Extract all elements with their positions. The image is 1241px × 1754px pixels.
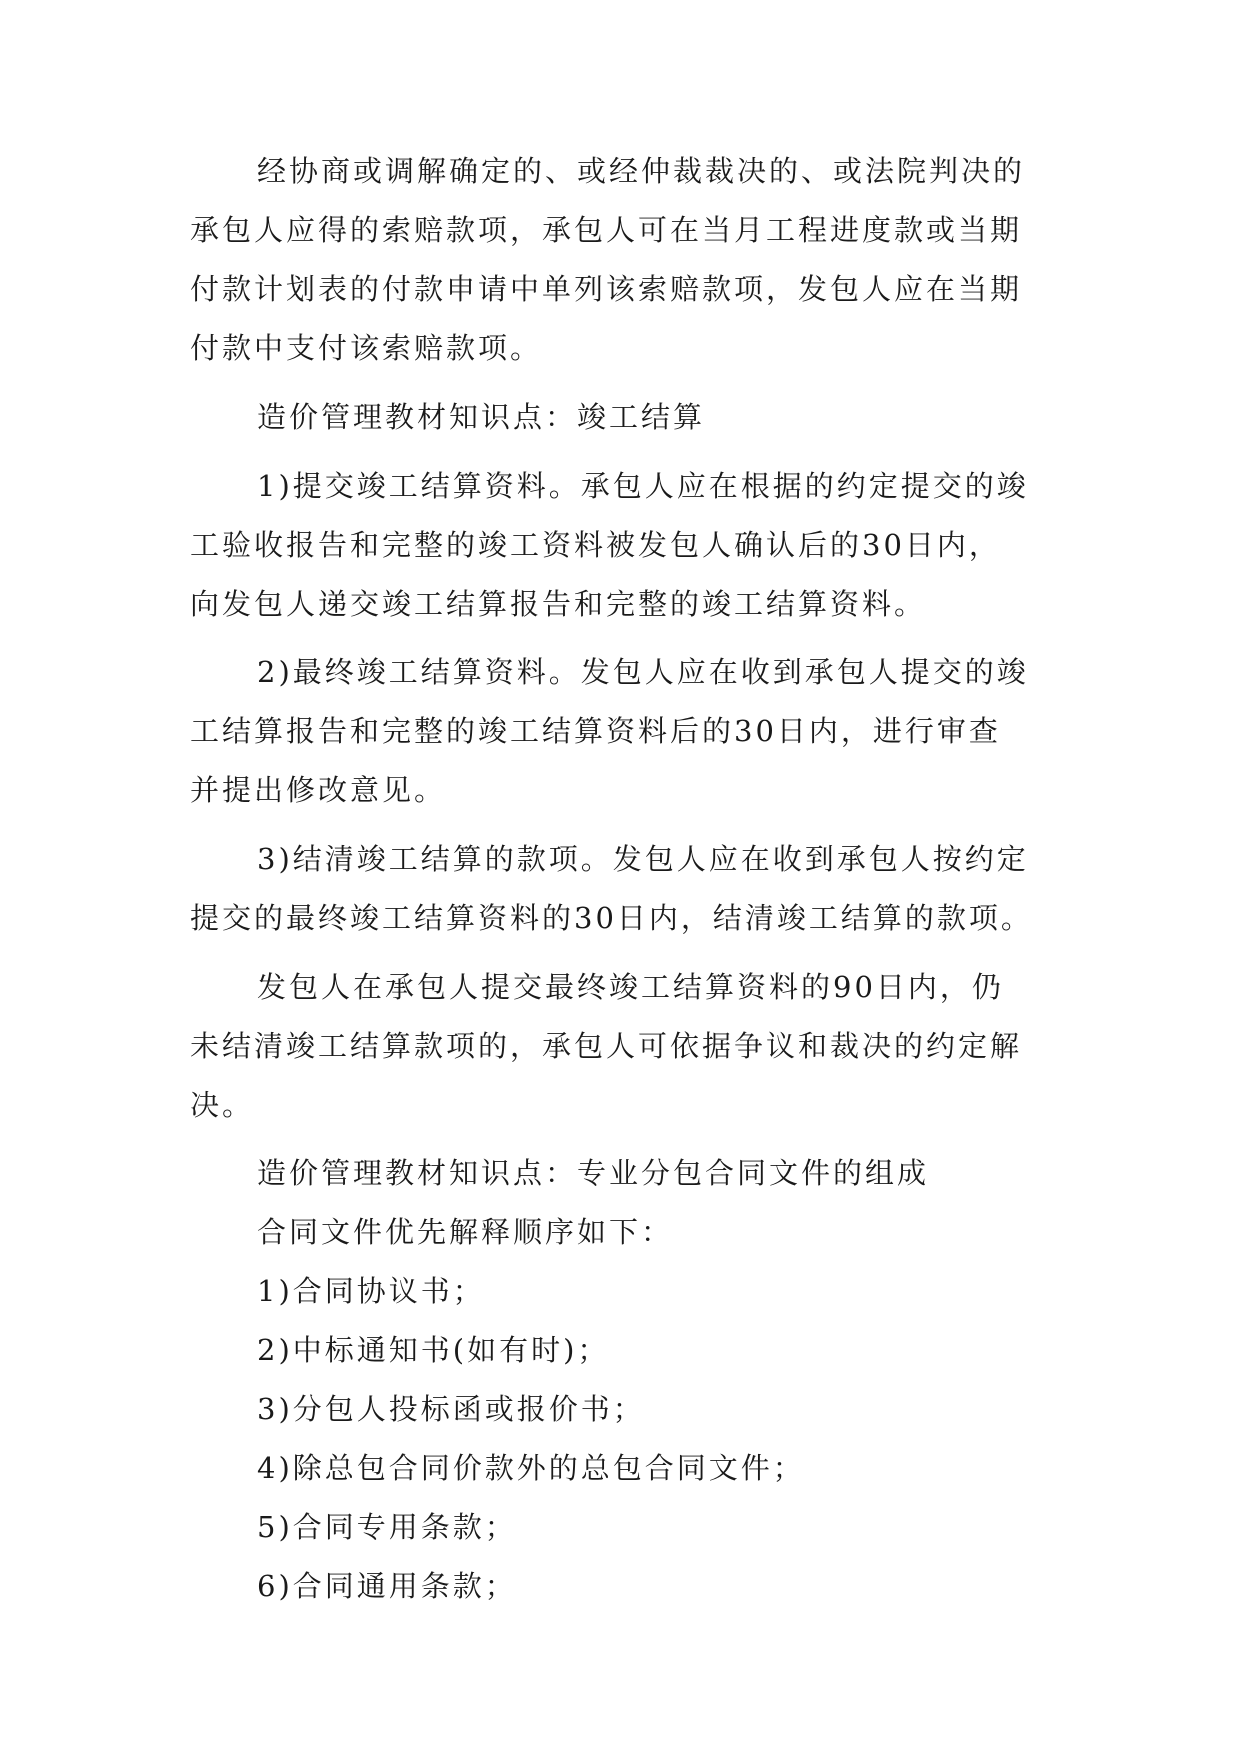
list-item-1: 1)合同协议书； bbox=[257, 1274, 485, 1308]
text-line-8: 向发包人递交竣工结算报告和完整的竣工结算资料。 bbox=[190, 587, 927, 621]
text-line-3: 付款计划表的付款申请中单列该索赔款项，发包人应在当期 bbox=[190, 272, 1023, 306]
text-line-16: 决。 bbox=[190, 1088, 255, 1122]
list-item-2: 2)中标通知书(如有时)； bbox=[257, 1333, 610, 1367]
text-line-11: 并提出修改意见。 bbox=[190, 773, 447, 807]
text-line-14: 发包人在承包人提交最终竣工结算资料的90日内，仍 bbox=[257, 970, 1004, 1004]
text-line-4: 付款中支付该索赔款项。 bbox=[190, 331, 543, 365]
list-item-4: 4)除总包合同价款外的总包合同文件； bbox=[257, 1451, 805, 1485]
text-line-10: 工结算报告和完整的竣工结算资料后的30日内，进行审查 bbox=[190, 714, 1001, 748]
text-line-15: 未结清竣工结算款项的，承包人可依据争议和裁决的约定解 bbox=[190, 1029, 1023, 1063]
text-line-18: 合同文件优先解释顺序如下： bbox=[257, 1215, 674, 1249]
section-heading-completion-settlement: 造价管理教材知识点：竣工结算 bbox=[257, 400, 706, 434]
text-line-6: 1)提交竣工结算资料。承包人应在根据的约定提交的竣 bbox=[257, 469, 1029, 503]
list-item-5: 5)合同专用条款； bbox=[257, 1510, 517, 1544]
text-line-1: 经协商或调解确定的、或经仲裁裁决的、或法院判决的 bbox=[257, 154, 1026, 188]
text-line-13: 提交的最终竣工结算资料的30日内，结清竣工结算的款项。 bbox=[190, 901, 1033, 935]
list-item-3: 3)分包人投标函或报价书； bbox=[257, 1392, 645, 1426]
text-line-12: 3)结清竣工结算的款项。发包人应在收到承包人按约定 bbox=[257, 842, 1029, 876]
section-heading-subcontract-documents: 造价管理教材知识点：专业分包合同文件的组成 bbox=[257, 1156, 930, 1190]
text-line-9: 2)最终竣工结算资料。发包人应在收到承包人提交的竣 bbox=[257, 655, 1029, 689]
list-item-6: 6)合同通用条款； bbox=[257, 1569, 517, 1603]
text-line-2: 承包人应得的索赔款项，承包人可在当月工程进度款或当期 bbox=[190, 213, 1023, 247]
text-line-7: 工验收报告和完整的竣工资料被发包人确认后的30日内， bbox=[190, 528, 1001, 562]
